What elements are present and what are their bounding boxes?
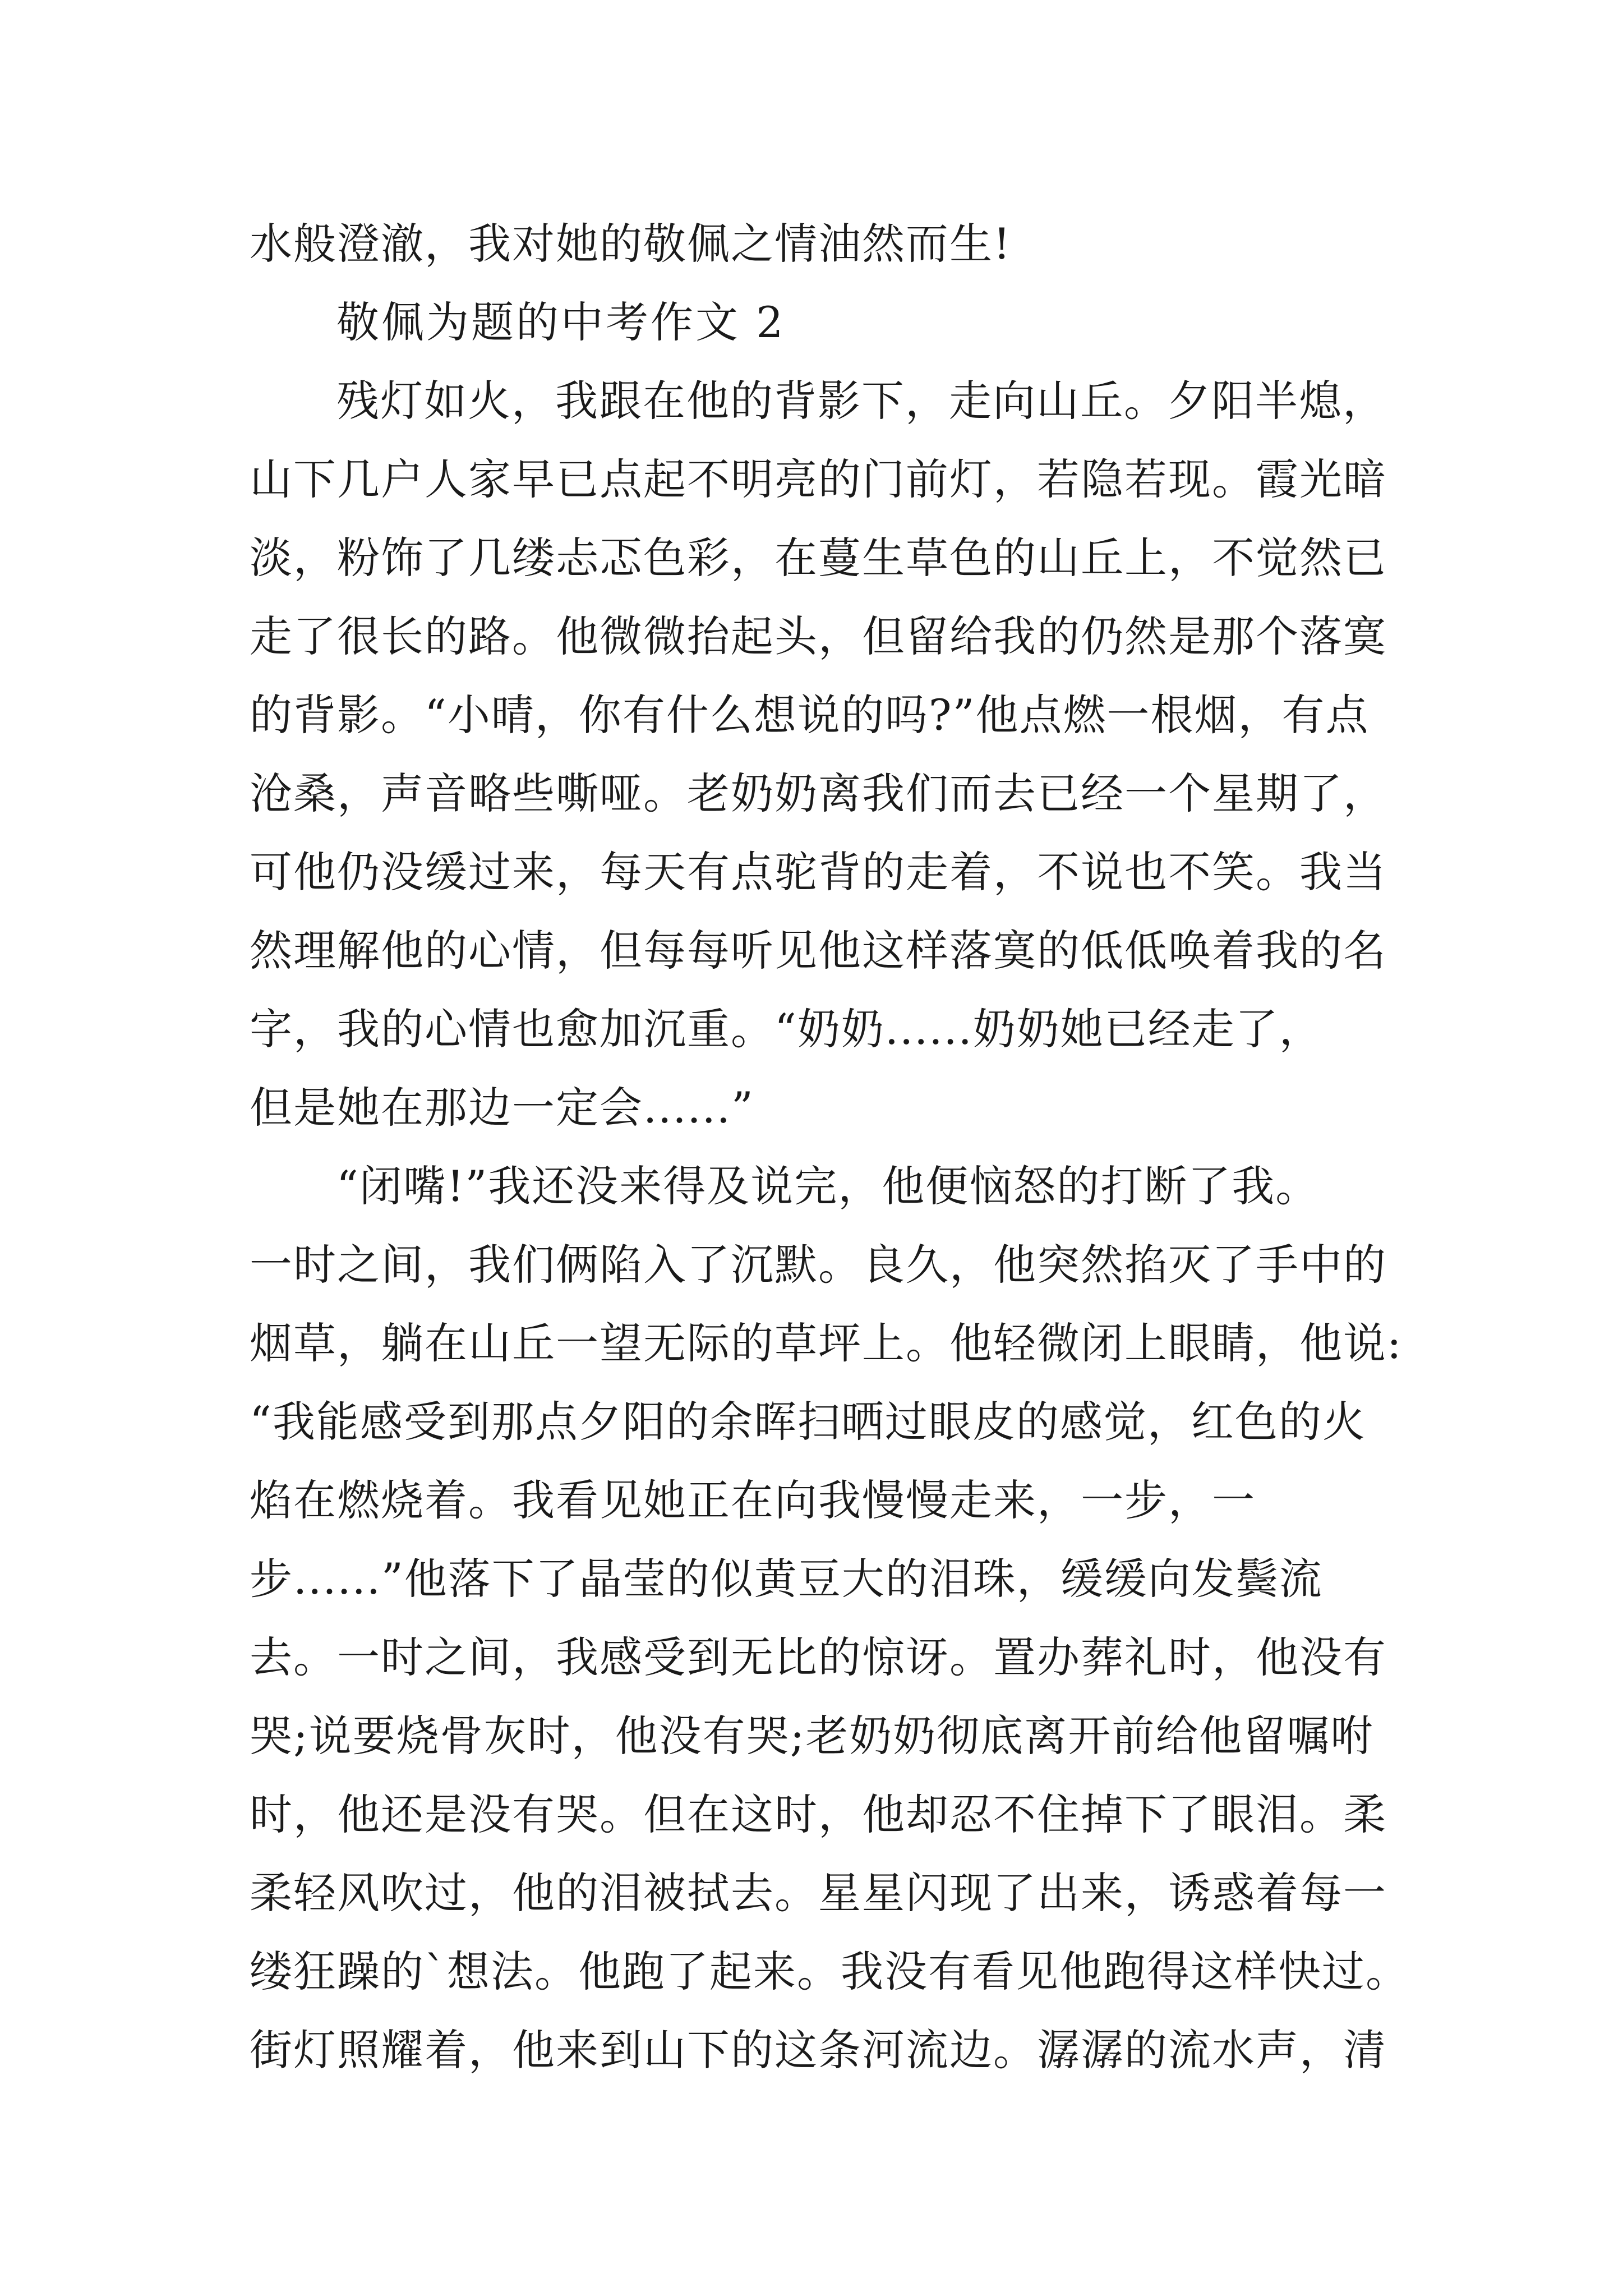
paragraph-line: 残灯如火，我跟在他的背影下，走向山丘。夕阳半熄， [336,376,1386,426]
paragraph-line: 焰在燃烧着。我看见她正在向我慢慢走来，一步，一 [250,1475,1256,1525]
paragraph-line: 时，他还是没有哭。但在这时，他却忍不住掉下了眼泪。柔 [250,1789,1387,1839]
paragraph-line: 一时之间，我们俩陷入了沉默。良久，他突然掐灭了手中的 [250,1240,1387,1290]
paragraph-line: 可他仍没缓过来，每天有点驼背的走着，不说也不笑。我当 [250,847,1387,897]
paragraph-line: 淡，粉饰了几缕忐忑色彩，在蔓生草色的山丘上，不觉然已 [250,533,1387,583]
paragraph-line: 字，我的心情也愈加沉重。“奶奶......奶奶她已经走了， [250,1004,1323,1054]
paragraph-line: 的背影。“小晴，你有什么想说的吗?”他点燃一根烟，有点 [250,690,1370,740]
paragraph-line: 山下几户人家早已点起不明亮的门前灯，若隐若现。霞光暗 [250,454,1387,504]
paragraph-line: “我能感受到那点夕阳的余晖扫晒过眼皮的感觉，红色的火 [250,1397,1366,1447]
paragraph-line: 柔轻风吹过，他的泪被拭去。星星闪现了出来，诱惑着每一 [250,1868,1387,1918]
paragraph-line: 然理解他的心情，但每每听见他这样落寞的低低唤着我的名 [250,926,1387,976]
paragraph-line: 去。一时之间，我感受到无比的惊讶。置办葬礼时，他没有 [250,1632,1387,1682]
paragraph-line: 烟草，躺在山丘一望无际的草坪上。他轻微闭上眼睛，他说: [250,1318,1403,1368]
paragraph-line: 哭;说要烧骨灰时，他没有哭;老奶奶彻底离开前给他留嘱咐 [250,1711,1375,1761]
section-heading: 敬佩为题的中考作文 2 [336,297,786,347]
paragraph-line: 沧桑，声音略些嘶哑。老奶奶离我们而去已经一个星期了， [250,769,1387,818]
paragraph-line: 走了很长的路。他微微抬起头，但留给我的仍然是那个落寞 [250,611,1387,661]
paragraph-line: 缕狂躁的`想法。他跑了起来。我没有看见他跑得这样快过。 [250,1947,1409,1996]
paragraph-line: 步......”他落下了晶莹的似黄豆大的泪珠，缓缓向发鬓流 [250,1554,1323,1604]
paragraph-line: 街灯照耀着，他来到山下的这条河流边。潺潺的流水声，清 [250,2025,1387,2075]
paragraph-line: 但是她在那边一定会......” [250,1083,754,1133]
text-line: 水般澄澈，我对她的敬佩之情油然而生! [250,219,1012,269]
paragraph-line: “闭嘴!”我还没来得及说完，他便恼怒的打断了我。 [336,1161,1320,1211]
